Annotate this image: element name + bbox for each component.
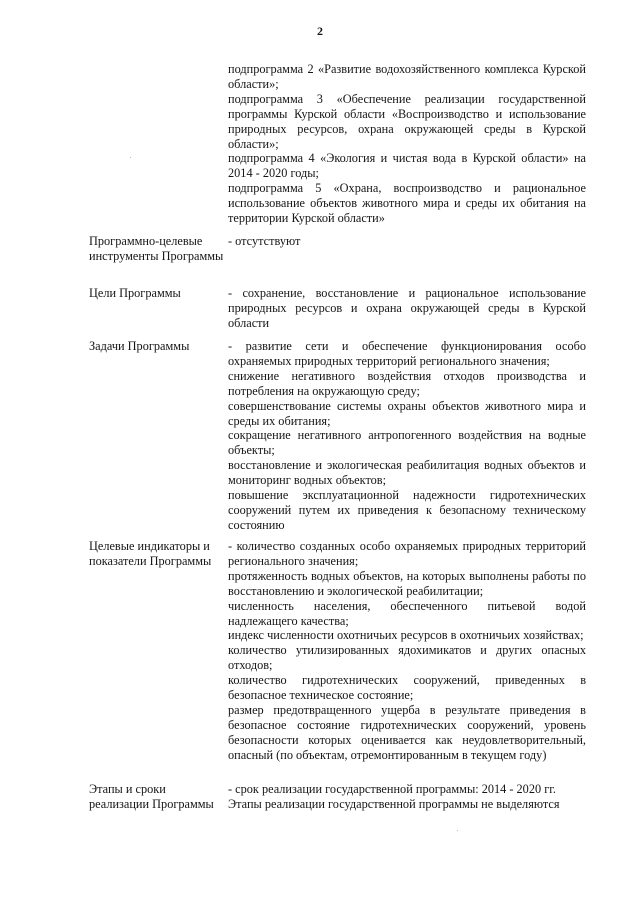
content-line: снижение негативного воздействия отходов производства и потребления на окружающую среду; <box>228 368 586 398</box>
content-line: - развитие сети и обеспечение функционирования особо охраняемых природных территорий регионального значения; <box>228 339 586 368</box>
section-content <box>228 539 586 763</box>
content-line: совершенствование системы охраны объектов животного мира и среды их обитания; <box>228 398 586 428</box>
section-content <box>228 339 586 533</box>
content-line: подпрограмма 4 «Экология и чистая вода в Курской области» на 2014 - 2020 годы; <box>228 151 586 181</box>
content-line: повышение эксплуатационной надежности гидротехнических сооружений путем их приведения к безопасному техническому состоянию <box>228 488 586 532</box>
content-line: численность населения, обеспеченного питьевой водой надлежащего качества; <box>228 598 586 628</box>
content-line: восстановление и экологическая реабилитация водных объектов и мониторинг водных объектов; <box>228 458 586 488</box>
page-number: 2 <box>317 24 323 38</box>
section-content <box>228 782 586 812</box>
section-content <box>228 62 586 226</box>
scan-speck <box>130 157 131 158</box>
section-label: Задачи Программы <box>89 339 190 353</box>
section-label: Этапы и сроки реализации Программы <box>89 782 214 811</box>
content-line: сокращение негативного антропогенного воздействия на водные объекты; <box>228 428 586 458</box>
scan-speck <box>457 830 458 831</box>
content-line: количество гидротехнических сооружений, приведенных в безопасное техническое состояние; <box>228 673 586 703</box>
section-content <box>228 234 586 249</box>
content-line: размер предотвращенного ущерба в результате приведения в безопасное состояние гидротехнических сооружений, уровень безопасности которых оценивается как неудовлетворительный, опасный (по объектам, отремонтированным в текущем году) <box>228 702 586 762</box>
content-line: Этапы реализации государственной программы не выделяются <box>228 796 560 811</box>
content-line: - отсутствуют <box>228 234 301 248</box>
content-line: протяженность водных объектов, на которых выполнены работы по восстановлению и экологической реабилитации; <box>228 568 586 598</box>
content-line: подпрограмма 5 «Охрана, воспроизводство и рациональное использование объектов животного мира и среды их обитания на территории Курской области» <box>228 181 586 226</box>
section-label: Цели Программы <box>89 286 181 300</box>
section-label: Целевые индикаторы и показатели Программы <box>89 539 212 568</box>
content-line: индекс численности охотничьих ресурсов в охотничьих хозяйствах; <box>228 628 584 643</box>
content-line: количество утилизированных ядохимикатов и других опасных отходов; <box>228 643 586 673</box>
section-label: Программно-целевые инструменты Программы <box>89 234 224 263</box>
content-line: - срок реализации государственной программы: 2014 - 2020 гг. <box>228 782 556 796</box>
section-content <box>228 286 586 331</box>
content-line: - сохранение, восстановление и рациональное использование природных ресурсов и охрана окружающей среды в Курской области <box>228 286 586 330</box>
content-line: подпрограмма 3 «Обеспечение реализации государственной программы Курской области «Воспроизводство и использование природных ресурсов, охрана окружающей среды в Курской области»; <box>228 91 586 151</box>
content-line: подпрограмма 2 «Развитие водохозяйственного комплекса Курской области»; <box>228 62 586 91</box>
content-line: - количество созданных особо охраняемых природных территорий регионального значения; <box>228 539 586 568</box>
